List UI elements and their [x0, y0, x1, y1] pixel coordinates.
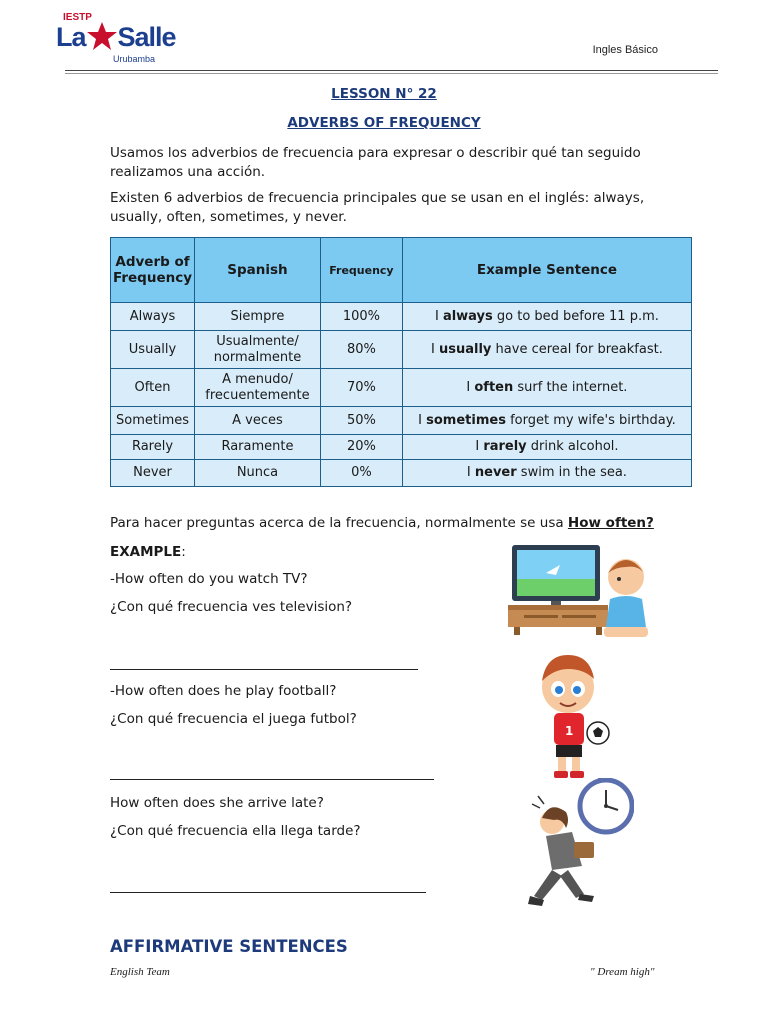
header-divider [65, 70, 718, 71]
example-adverb: usually [439, 341, 492, 357]
late-woman-clock-illustration [524, 778, 634, 910]
example-adverb: often [474, 379, 514, 395]
table-row [111, 407, 692, 435]
cell-spanish: A veces [195, 407, 321, 435]
example-pre: I [434, 308, 443, 324]
topic-title: ADVERBS OF FREQUENCY [287, 115, 481, 131]
logo-brand [56, 22, 176, 53]
logo-city: Urubamba [113, 54, 156, 64]
example-post: forget my wife's birthday. [505, 412, 676, 428]
table-header-row [111, 238, 692, 303]
question-intro-text: Para hacer preguntas acerca de la frecuencia, normalmente se usa [110, 515, 568, 531]
header-spanish: Spanish [195, 238, 321, 303]
cell-spanish: Raramente [195, 435, 321, 460]
example-colon: : [181, 544, 186, 560]
institution-logo [56, 10, 176, 66]
cell-frequency: 80% [320, 331, 402, 369]
example-adverb: sometimes [426, 412, 506, 428]
table-row [111, 369, 692, 407]
question-keyword: How often? [567, 515, 654, 531]
table-row [111, 435, 692, 460]
example-1-spanish: ¿Con qué frecuencia ves television? [110, 599, 353, 615]
section-heading: AFFIRMATIVE SENTENCES [110, 937, 348, 956]
example-3-spanish: ¿Con qué frecuencia ella llega tarde? [110, 823, 361, 839]
table-row [111, 331, 692, 369]
cell-example [402, 435, 691, 460]
cell-example [402, 369, 691, 407]
example-post: have cereal for breakfast. [491, 341, 663, 357]
cell-frequency: 0% [320, 460, 402, 487]
example-pre: I [431, 341, 439, 357]
example-post: swim in the sea. [516, 465, 627, 480]
example-1-english: -How often do you watch TV? [110, 571, 308, 587]
frequency-table [110, 237, 692, 487]
example-2-english: -How often does he play football? [110, 683, 337, 699]
example-adverb: always [442, 308, 493, 324]
example-adverb: rarely [483, 439, 527, 454]
example-pre: I [418, 412, 427, 428]
header-divider-secondary [65, 73, 718, 74]
cell-spanish: Usualmente/ normalmente [195, 331, 321, 369]
logo-iestp: IESTP [63, 12, 92, 23]
example-post: go to bed before 11 p.m. [492, 308, 659, 324]
cell-adverb: Rarely [111, 435, 195, 460]
header-frequency: Frequency [320, 238, 402, 303]
tv-kid-illustration [506, 543, 648, 639]
example-post: surf the internet. [513, 379, 628, 395]
example-label: EXAMPLE [110, 544, 182, 560]
cell-example [402, 407, 691, 435]
question-intro [110, 514, 690, 533]
example-post: drink alcohol. [526, 439, 619, 454]
cell-example [402, 460, 691, 487]
cell-frequency: 50% [320, 407, 402, 435]
cell-adverb: Always [111, 303, 195, 331]
lesson-title: LESSON N° 22 [331, 86, 437, 102]
table-row [111, 460, 692, 487]
cell-frequency: 70% [320, 369, 402, 407]
cell-adverb: Often [111, 369, 195, 407]
logo-brand-left: La [56, 22, 86, 52]
logo-brand-right: Salle [117, 22, 176, 52]
answer-line-1[interactable] [110, 669, 418, 670]
example-adverb: never [474, 465, 517, 480]
answer-line-3[interactable] [110, 892, 426, 893]
cell-frequency: 20% [320, 435, 402, 460]
intro-paragraph-1: Usamos los adverbios de frecuencia para expresar o describir qué tan seguido realizamos una acción. [110, 145, 641, 180]
cell-adverb: Usually [111, 331, 195, 369]
course-name: Ingles Básico [592, 44, 658, 56]
svg-text:1: 1 [565, 724, 574, 738]
header-example: Example Sentence [402, 238, 691, 303]
cell-adverb: Sometimes [111, 407, 195, 435]
cell-example [402, 303, 691, 331]
star-logo-icon [87, 22, 117, 50]
footer-right: " Dream high" [590, 966, 655, 978]
header-adverb: Adverb of Frequency [111, 238, 195, 303]
cell-adverb: Never [111, 460, 195, 487]
cell-spanish: A menudo/ frecuentemente [195, 369, 321, 407]
example-pre: I [475, 439, 484, 454]
cell-spanish: Nunca [195, 460, 321, 487]
cell-example [402, 331, 691, 369]
example-pre: I [466, 379, 475, 395]
example-2-spanish: ¿Con qué frecuencia el juega futbol? [110, 711, 357, 727]
cell-spanish: Siempre [195, 303, 321, 331]
intro-paragraph-2: Existen 6 adverbios de frecuencia principales que se usan en el inglés: always, usually, often, sometimes, y never. [110, 190, 645, 225]
example-3-english: How often does she arrive late? [110, 795, 324, 811]
example-pre: I [466, 465, 475, 480]
footer-left: English Team [110, 966, 170, 978]
cell-frequency: 100% [320, 303, 402, 331]
answer-line-2[interactable] [110, 779, 434, 780]
football-boy-illustration [536, 653, 612, 781]
table-row [111, 303, 692, 331]
